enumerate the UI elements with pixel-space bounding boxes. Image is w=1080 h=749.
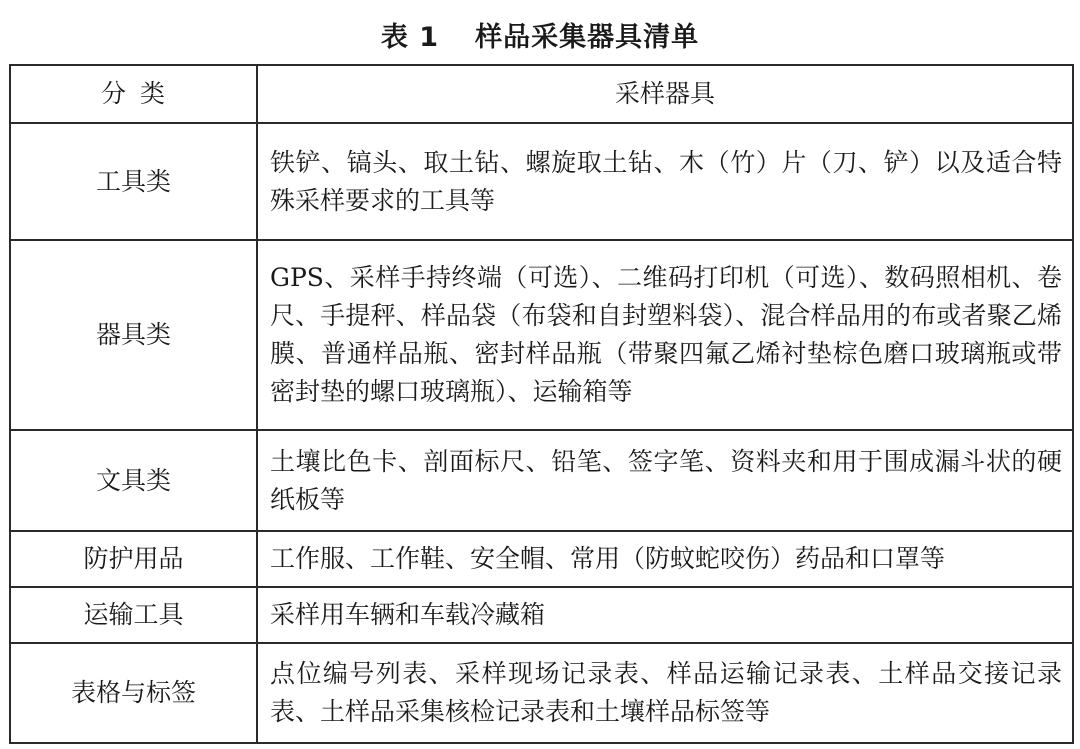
row-category: 器具类 — [10, 240, 257, 430]
table-header-row — [10, 65, 1073, 123]
header-tools: 采样器具 — [257, 65, 1073, 123]
row-category: 文具类 — [10, 430, 257, 531]
table-row — [10, 123, 1073, 240]
row-tools: GPS、采样手持终端（可选）、二维码打印机（可选）、数码照相机、卷尺、手提秤、样品袋（布袋和自封塑料袋）、混合样品用的布或者聚乙烯膜、普通样品瓶、密封样品瓶（带聚四氟乙烯衬垫棕色磨口玻璃瓶或带密封垫的螺口玻璃瓶）、运输箱等 — [257, 240, 1073, 430]
row-tools: 土壤比色卡、剖面标尺、铅笔、签字笔、资料夹和用于围成漏斗状的硬纸板等 — [257, 430, 1073, 531]
table-caption — [0, 8, 1080, 60]
header-category: 分类 — [10, 65, 257, 123]
sampling-equipment-table — [9, 64, 1074, 744]
table-row — [10, 587, 1073, 643]
table-row — [10, 430, 1073, 531]
table-row — [10, 531, 1073, 587]
row-category: 表格与标签 — [10, 643, 257, 743]
row-tools: 工作服、工作鞋、安全帽、常用（防蚊蛇咬伤）药品和口罩等 — [257, 531, 1073, 587]
table-title: 样品采集器具清单 — [475, 21, 700, 53]
table-row — [10, 240, 1073, 430]
row-tools: 铁铲、镐头、取土钻、螺旋取土钻、木（竹）片（刀、铲）以及适合特殊采样要求的工具等 — [257, 123, 1073, 240]
row-category: 防护用品 — [10, 531, 257, 587]
row-category: 运输工具 — [10, 587, 257, 643]
row-category: 工具类 — [10, 123, 257, 240]
table-number: 表 1 — [380, 21, 440, 53]
row-tools: 点位编号列表、采样现场记录表、样品运输记录表、土样品交接记录表、土样品采集核检记录表和土壤样品标签等 — [257, 643, 1073, 743]
table-row — [10, 643, 1073, 743]
row-tools: 采样用车辆和车载冷藏箱 — [257, 587, 1073, 643]
